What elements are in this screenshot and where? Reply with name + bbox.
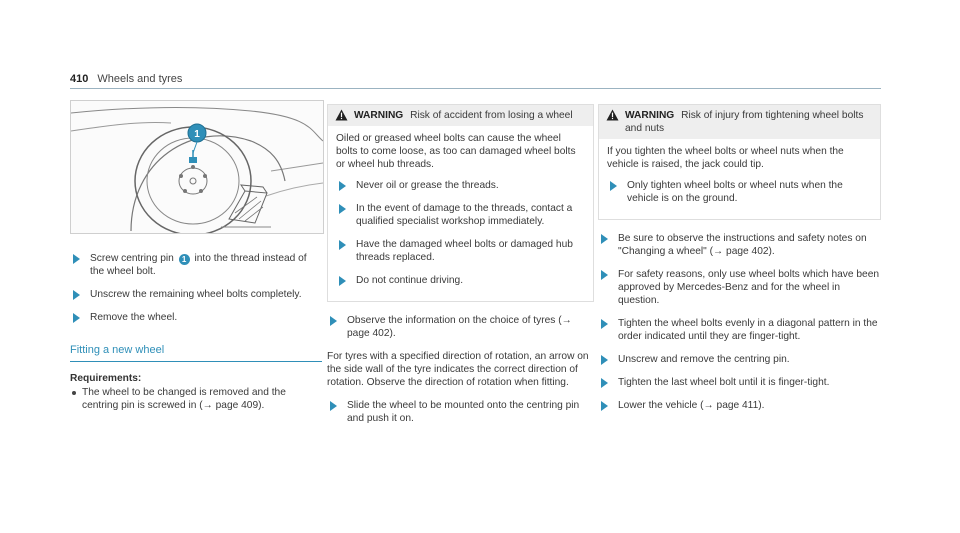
step-arrow-icon xyxy=(73,254,80,264)
step-text: Have the damaged wheel bolts or damaged hub threads replaced. xyxy=(356,239,573,263)
page-number: 410 xyxy=(70,73,89,85)
step-arrow-icon xyxy=(339,240,346,250)
step-screw-centring-pin xyxy=(70,252,322,278)
step-text: Only tighten wheel bolts or wheel nuts when the vehicle is on the ground. xyxy=(627,180,843,204)
step-text: For safety reasons, only use wheel bolts which have been approved by Mercedes-Benz and for the wheel in question. xyxy=(618,269,880,306)
warning-body xyxy=(328,126,593,301)
warning-label: WARNING xyxy=(354,110,404,121)
step-lower-vehicle xyxy=(598,399,881,412)
step-text: into the thread instead of the wheel bolt. xyxy=(90,253,307,277)
warning-text: Oiled or greased wheel bolts can cause the wheel bolts to come loose, as too can damaged wheel bolts or wheel hub threads. xyxy=(336,133,576,170)
step-arrow-icon xyxy=(73,313,80,323)
warning-box-wheel-loss xyxy=(327,104,594,302)
warning-text: If you tighten the wheel bolts or wheel nuts when the vehicle is raised, the jack could tip. xyxy=(607,146,844,170)
wheel-illustration xyxy=(70,100,324,234)
step-arrow-icon xyxy=(330,401,337,411)
warning-triangle-icon xyxy=(335,109,348,121)
warning-body xyxy=(599,139,880,219)
step-text: Do not continue driving. xyxy=(356,275,464,286)
warning-triangle-icon xyxy=(606,109,619,121)
warning-step xyxy=(336,179,585,192)
step-tighten-last-bolt xyxy=(598,376,881,389)
step-arrow-icon xyxy=(73,290,80,300)
step-arrow-icon xyxy=(601,234,608,244)
step-arrow-icon xyxy=(601,355,608,365)
step-text: Unscrew the remaining wheel bolts completely. xyxy=(90,289,302,300)
step-arrow-icon xyxy=(339,181,346,191)
section-heading: Fitting a new wheel xyxy=(70,344,322,362)
paragraph-rotation: For tyres with a specified direction of rotation, an arrow on the side wall of the tyre indicates the correct direction of rotation. Observe the direction of rotation when fitting. xyxy=(327,351,589,388)
step-text: Unscrew and remove the centring pin. xyxy=(618,354,790,365)
step-text: Tighten the wheel bolts evenly in a diagonal pattern in the order indicated until they are finger-tight. xyxy=(618,318,878,342)
step-arrow-icon xyxy=(601,319,608,329)
page-header xyxy=(70,73,182,85)
step-unscrew-bolts xyxy=(70,288,322,301)
warning-header xyxy=(599,105,880,139)
requirement-item: The wheel to be changed is removed and the centring pin is screwed in (→ page 409). xyxy=(70,386,322,412)
warning-step xyxy=(336,274,585,287)
warning-title: Risk of accident from losing a wheel xyxy=(410,110,573,121)
step-text: Observe the information on the choice of tyres (→ page 402). xyxy=(347,315,572,339)
step-remove-centring-pin xyxy=(598,353,881,366)
callout-badge: 1 xyxy=(179,254,190,265)
step-remove-wheel xyxy=(70,311,322,324)
column-3 xyxy=(598,104,881,422)
step-text: Slide the wheel to be mounted onto the centring pin and push it on. xyxy=(347,400,580,424)
step-text: Lower the vehicle (→ page 411). xyxy=(618,400,765,411)
step-arrow-icon xyxy=(339,204,346,214)
requirements-title: Requirements: xyxy=(70,373,142,384)
warning-label: WARNING xyxy=(625,110,675,121)
step-arrow-icon xyxy=(610,181,617,191)
figure-callout: 1 xyxy=(194,129,200,140)
step-arrow-icon xyxy=(330,316,337,326)
warning-step xyxy=(336,238,585,264)
warning-step xyxy=(607,179,872,205)
step-arrow-icon xyxy=(601,378,608,388)
warning-step xyxy=(336,202,585,228)
step-text: Be sure to observe the instructions and safety notes on "Changing a wheel" (→ page 402). xyxy=(618,233,867,257)
step-text: Never oil or grease the threads. xyxy=(356,180,499,191)
car-wheel-drawing xyxy=(71,101,323,233)
warning-title: Risk of injury from tightening wheel bolts and nuts xyxy=(625,110,864,134)
step-text: Screw centring pin xyxy=(90,253,174,264)
step-slide-wheel xyxy=(327,399,594,425)
step-observe-instructions xyxy=(598,232,881,258)
step-text: In the event of damage to the threads, contact a qualified specialist workshop immediately. xyxy=(356,203,573,227)
step-observe-tyres xyxy=(327,314,594,340)
step-arrow-icon xyxy=(601,270,608,280)
step-arrow-icon xyxy=(601,401,608,411)
step-arrow-icon xyxy=(339,276,346,286)
column-2 xyxy=(327,104,594,435)
step-approved-bolts xyxy=(598,268,881,307)
warning-box-tightening xyxy=(598,104,881,220)
section-title: Wheels and tyres xyxy=(97,73,183,85)
step-text: Remove the wheel. xyxy=(90,312,178,323)
column-1 xyxy=(70,252,322,412)
warning-header xyxy=(328,105,593,126)
step-tighten-diagonal xyxy=(598,317,881,343)
step-text: Tighten the last wheel bolt until it is finger-tight. xyxy=(618,377,830,388)
header-rule xyxy=(70,88,881,89)
